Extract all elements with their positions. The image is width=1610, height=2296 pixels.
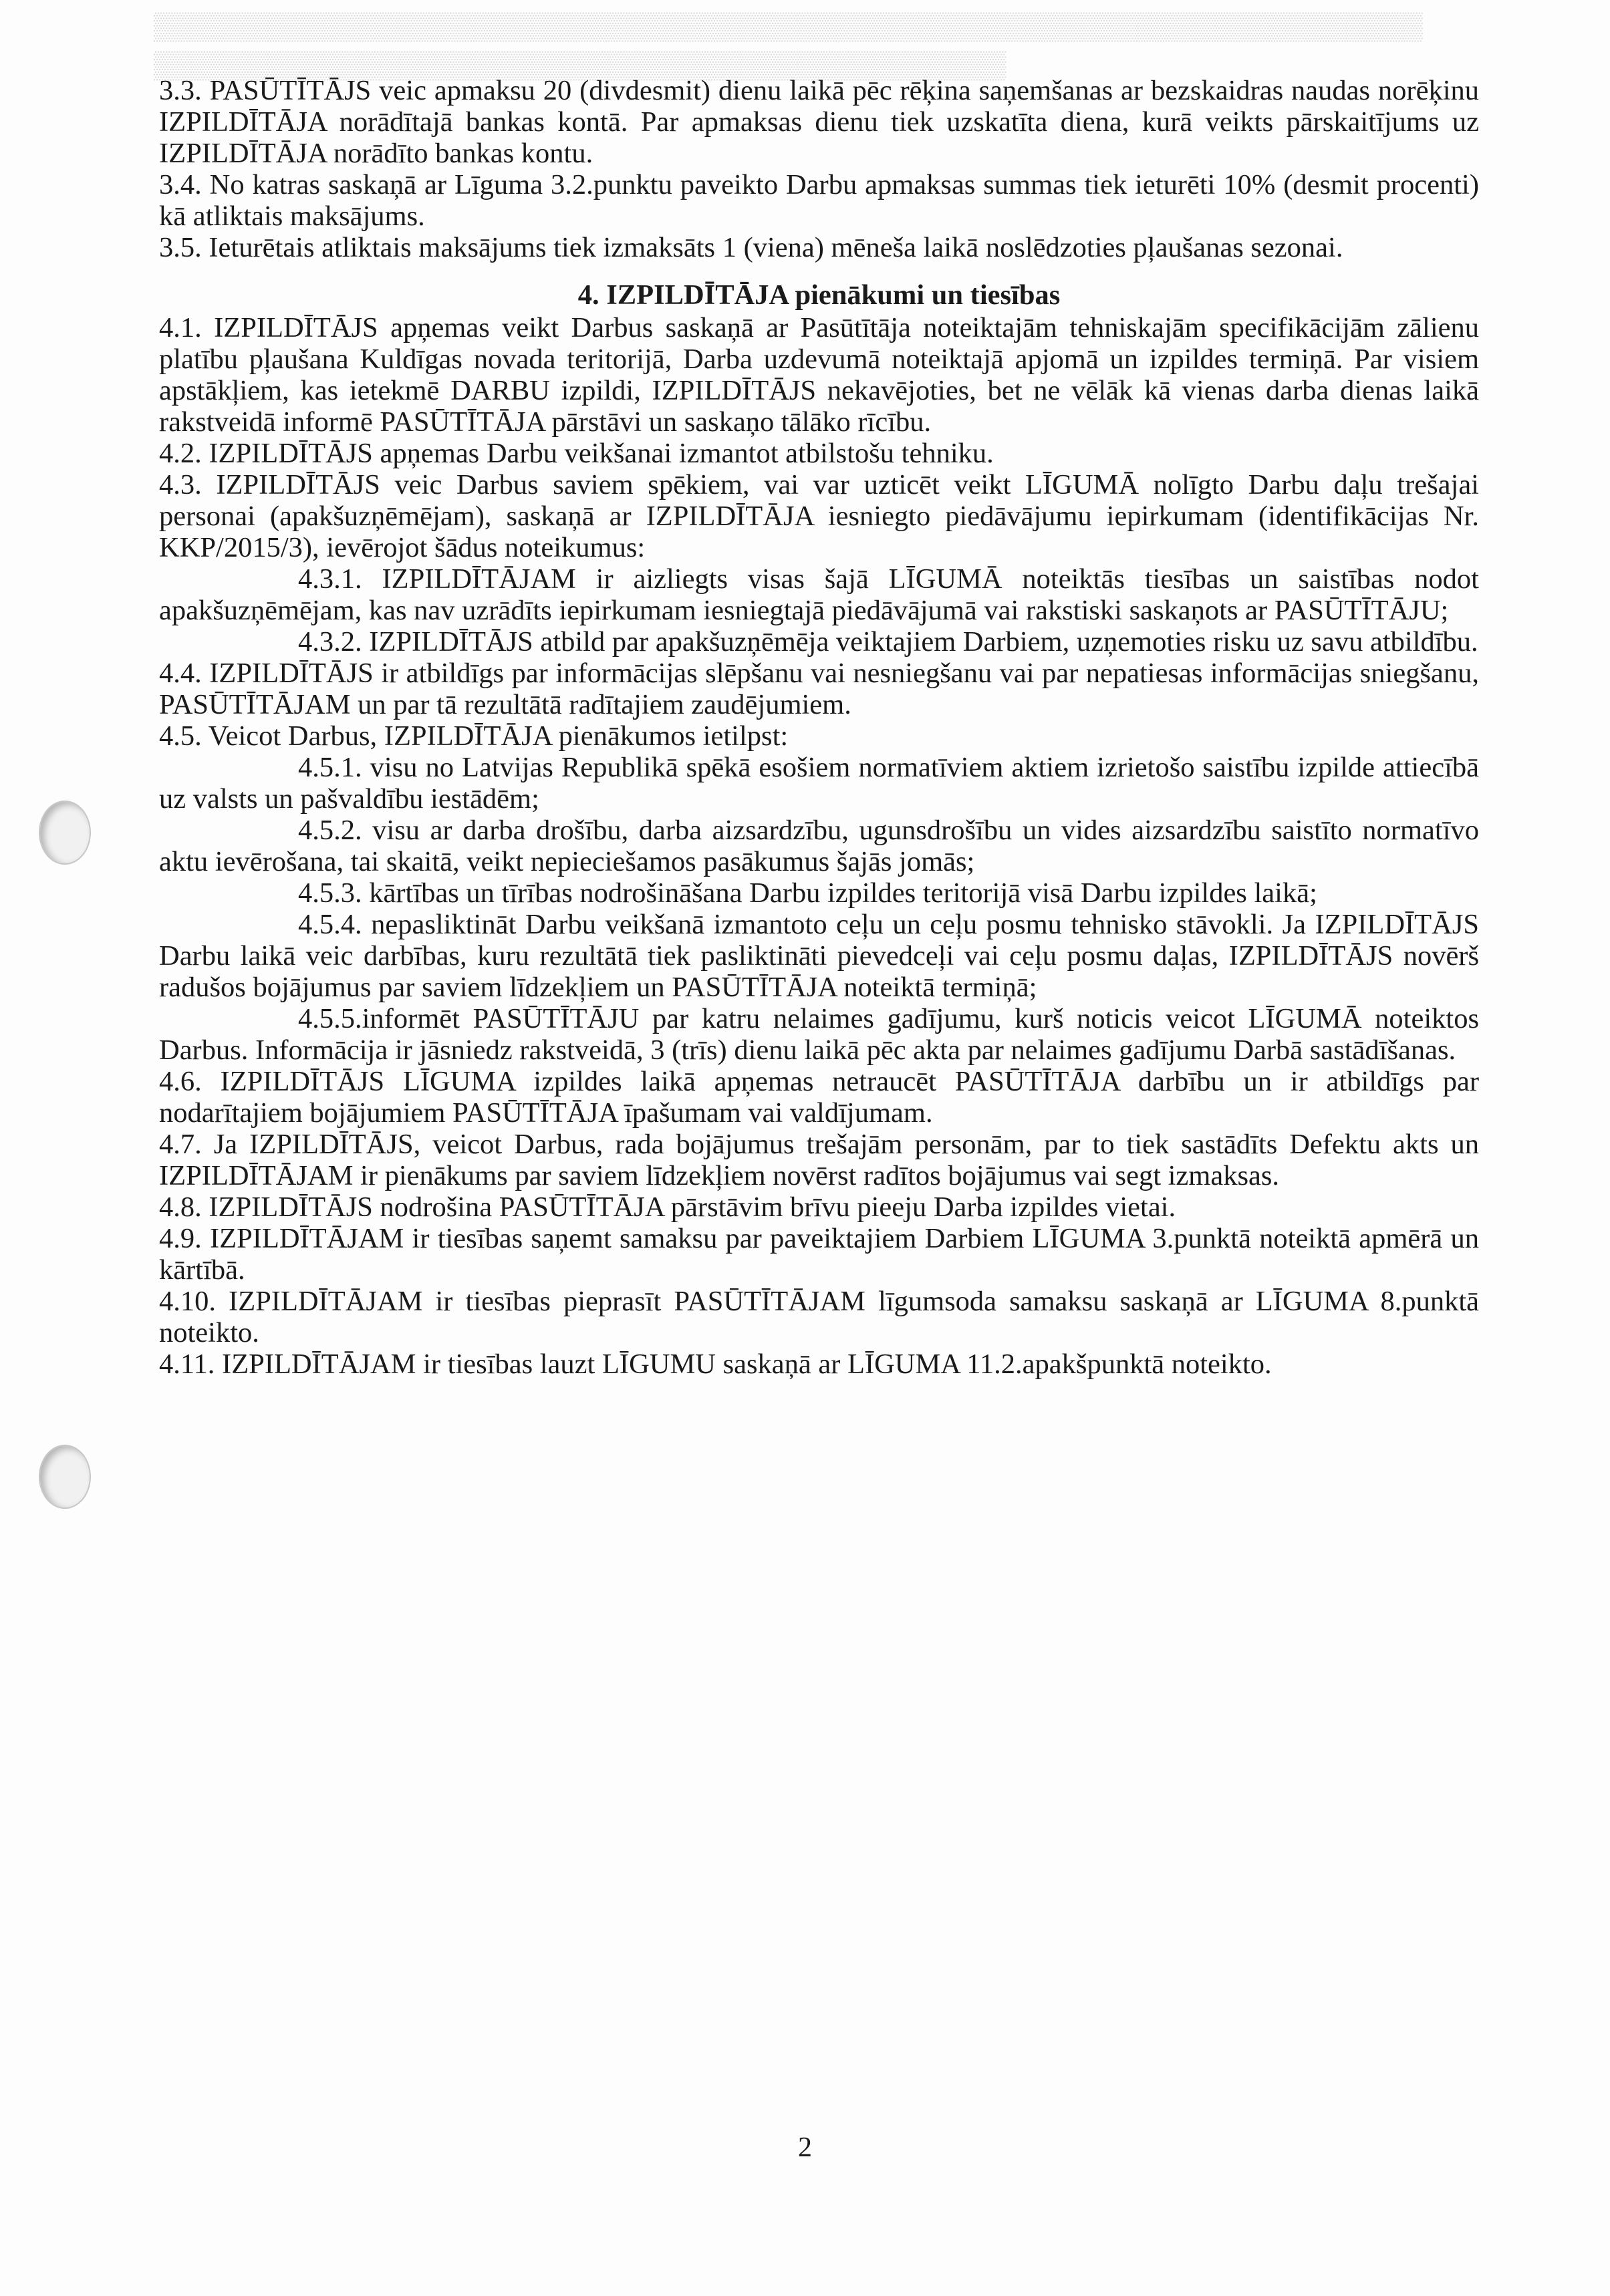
paragraph-4-5-4: 4.5.4. nepasliktināt Darbu veikšanā izmantoto ceļu un ceļu posmu tehnisko stāvokli. Ja IZPILDĪTĀJS Darbu laikā veic darbības, kuru rezultātā tiek pasliktināti pievedceļi vai ceļu posmu daļas, IZPILDĪTĀJS novērš radušos bojājumus par saviem līdzekļiem un PASŪTĪTĀJA noteiktā termiņā; — [159, 909, 1479, 1003]
paragraph-4-5-5: 4.5.5.informēt PASŪTĪTĀJU par katru nelaimes gadījumu, kurš noticis veicot LĪGUMĀ noteiktos Darbus. Informācija ir jāsniedz rakstveidā, 3 (trīs) dienu laikā pēc akta par nelaimes gadījumu Darbā sastādīšanas. — [159, 1003, 1479, 1066]
page-number: 2 — [798, 2132, 812, 2163]
paragraph-4-7: 4.7. Ja IZPILDĪTĀJS, veicot Darbus, rada bojājumus trešajām personām, par to tiek sastādīts Defektu akts un IZPILDĪTĀJAM ir pienākums par saviem līdzekļiem novērst radītos bojājumus vai segt izmaksas. — [159, 1129, 1479, 1191]
document-body — [159, 75, 1479, 1380]
paragraph-4-9: 4.9. IZPILDĪTĀJAM ir tiesības saņemt samaksu par paveiktajiem Darbiem LĪGUMA 3.punktā noteiktā apmērā un kārtībā. — [159, 1223, 1479, 1286]
paragraph-4-5-1: 4.5.1. visu no Latvijas Republikā spēkā esošiem normatīviem aktiem izrietošo saistību izpilde attiecībā uz valsts un pašvaldību iestādēm; — [159, 752, 1479, 815]
paragraph-3-3: 3.3. PASŪTĪTĀJS veic apmaksu 20 (divdesmit) dienu laikā pēc rēķina saņemšanas ar bezskaidras naudas norēķinu IZPILDĪTĀJA norādītajā bankas kontā. Par apmaksas dienu tiek uzskatīta diena, kurā veikts pārskaitījums uz IZPILDĪTĀJA norādīto bankas kontu. — [159, 75, 1479, 169]
punch-hole-bottom — [39, 1445, 91, 1509]
paragraph-3-5: 3.5. Ieturētais atliktais maksājums tiek izmaksāts 1 (viena) mēneša laikā noslēdzoties pļaušanas sezonai. — [159, 232, 1343, 263]
paragraph-4-3-2: 4.3.2. IZPILDĪTĀJS atbild par apakšuzņēmēja veiktajiem Darbiem, uzņemoties risku uz savu atbildību. — [298, 626, 1478, 658]
section-heading: 4. IZPILDĪTĀJA pienākumi un tiesības — [577, 279, 1061, 311]
paragraph-4-6: 4.6. IZPILDĪTĀJS LĪGUMA izpildes laikā apņemas netraucēt PASŪTĪTĀJA darbību un ir atbildīgs par nodarītajiem bojājumiem PASŪTĪTĀJA īpašumam vai valdījumam. — [159, 1066, 1479, 1129]
paragraph-4-3: 4.3. IZPILDĪTĀJS veic Darbus saviem spēkiem, vai var uzticēt veikt LĪGUMĀ nolīgto Darbu daļu trešajai personai (apakšuzņēmējam), saskaņā ar IZPILDĪTĀJA iesniegto piedāvājumu iepirkumam (identifikācijas Nr. KKP/2015/3), ievērojot šādus noteikumus: — [159, 469, 1479, 563]
paragraph-4-10: 4.10. IZPILDĪTĀJAM ir tiesības pieprasīt PASŪTĪTĀJAM līgumsoda samaksu saskaņā ar LĪGUMA 8.punktā noteikto. — [159, 1286, 1479, 1348]
punch-hole-top — [39, 801, 91, 865]
paragraph-4-1: 4.1. IZPILDĪTĀJS apņemas veikt Darbus saskaņā ar Pasūtītāja noteiktajām tehniskajām specifikācijām zālienu platību pļaušana Kuldīgas novada teritorijā, Darba uzdevumā noteiktajā apjomā un izpildes termiņā. Par visiem apstākļiem, kas ietekmē DARBU izpildi, IZPILDĪTĀJS nekavējoties, bet ne vēlāk kā vienas darba dienas laikā rakstveidā informē PASŪTĪTĀJA pārstāvi un saskaņo tālāko rīcību. — [159, 312, 1479, 438]
paragraph-3-4: 3.4. No katras saskaņā ar Līguma 3.2.punktu paveikto Darbu apmaksas summas tiek ieturēti 10% (desmit procenti) kā atliktais maksājums. — [159, 169, 1479, 232]
paragraph-4-2: 4.2. IZPILDĪTĀJS apņemas Darbu veikšanai izmantot atbilstošu tehniku. — [159, 438, 994, 469]
paragraph-4-5: 4.5. Veicot Darbus, IZPILDĪTĀJA pienākumos ietilpst: — [159, 720, 789, 752]
paragraph-4-5-2: 4.5.2. visu ar darba drošību, darba aizsardzību, ugunsdrošību un vides aizsardzību saistīto normatīvo aktu ievērošana, tai skaitā, veikt nepieciešamos pasākumus šajās jomās; — [159, 815, 1479, 877]
paragraph-4-3-1: 4.3.1. IZPILDĪTĀJAM ir aizliegts visas šajā LĪGUMĀ noteiktās tiesības un saistības nodot apakšuzņēmējam, kas nav uzrādīts iepirkumam iesniegtajā piedāvājumā vai rakstiski saskaņots ar PASŪTĪTĀJU; — [159, 563, 1479, 626]
bleed-through-text: ▒▒▒▒▒▒▒▒▒▒▒▒▒▒▒▒▒▒▒▒▒▒▒▒▒▒▒▒▒▒▒▒▒▒▒▒▒▒▒▒▒▒▒▒▒▒▒▒▒▒▒▒▒▒▒▒▒▒▒▒▒▒▒▒▒▒▒ ▒▒▒▒▒▒▒▒▒▒▒▒▒▒▒▒▒▒▒▒▒▒▒▒▒▒▒▒▒▒▒▒▒▒▒▒▒▒▒▒▒▒▒▒▒ — [154, 11, 1423, 80]
paragraph-4-5-3: 4.5.3. kārtības un tīrības nodrošināšana Darbu izpildes teritorijā visā Darbu izpildes laikā; — [298, 877, 1317, 909]
paragraph-4-8: 4.8. IZPILDĪTĀJS nodrošina PASŪTĪTĀJA pārstāvim brīvu pieeju Darba izpildes vietai. — [159, 1191, 1176, 1223]
paragraph-4-11: 4.11. IZPILDĪTĀJAM ir tiesības lauzt LĪGUMU saskaņā ar LĪGUMA 11.2.apakšpunktā noteikto. — [159, 1348, 1272, 1380]
paragraph-4-4: 4.4. IZPILDĪTĀJS ir atbildīgs par informācijas slēpšanu vai nesniegšanu vai par nepatiesas informācijas sniegšanu, PASŪTĪTĀJAM un par tā rezultātā radītajiem zaudējumiem. — [159, 658, 1479, 720]
